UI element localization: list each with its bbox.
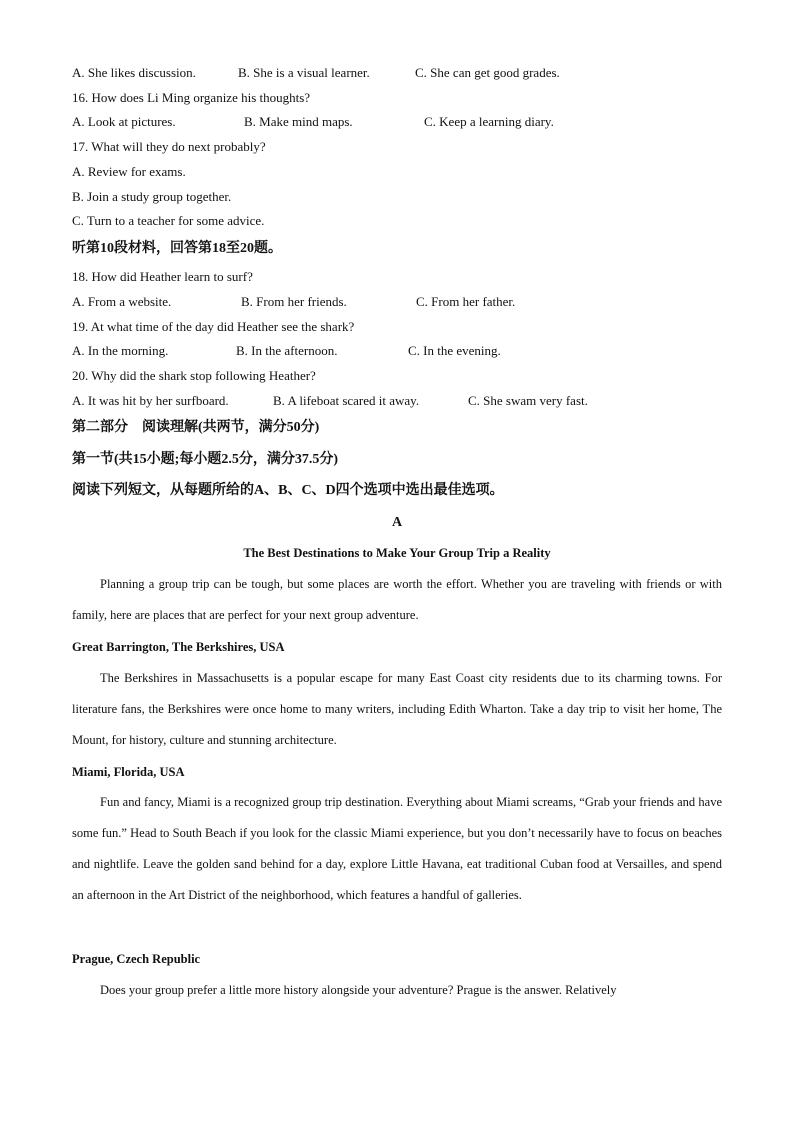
- q15-option-a[interactable]: A. She likes discussion.: [72, 65, 196, 80]
- q19-option-b[interactable]: B. In the afternoon.: [236, 343, 338, 358]
- destination-text-1: The Berkshires in Massachusetts is a popular escape for many East Coast city residents due to its charming towns. For literature fans, the Berkshires were once home to many writers, including Edith Wharton. Take a day trip to visit her home, The Mount, for history, culture and stunning architecture.: [72, 671, 722, 747]
- q17-option-c[interactable]: C. Turn to a teacher for some advice.: [72, 213, 265, 228]
- q19-option-a[interactable]: A. In the morning.: [72, 343, 169, 358]
- q17-option-b[interactable]: B. Join a study group together.: [72, 189, 232, 204]
- q20-option-a[interactable]: A. It was hit by her surfboard.: [72, 393, 229, 408]
- q17-stem: 17. What will they do next probably?: [72, 139, 266, 154]
- destination-text-2: Fun and fancy, Miami is a recognized group trip destination. Everything about Miami screams, “Grab your friends and have some fun.” Head to South Beach if you look for the classic Miami experience, but you don’t necessarily have to focus on beaches and nightlife. Leave the golden sand behind for a day, explore Little Havana, eat traditional Cuban food at Versailles, and spend an afternoon in the Art District of the neighborhood, which features a handful of galleries.: [72, 795, 722, 902]
- passage-title: The Best Destinations to Make Your Group Trip a Reality: [243, 546, 551, 560]
- q20-option-b[interactable]: B. A lifeboat scared it away.: [273, 393, 420, 408]
- q17-option-a[interactable]: A. Review for exams.: [72, 164, 186, 179]
- q20-stem: 20. Why did the shark stop following Heather?: [72, 368, 316, 383]
- destination-text-3: Does your group prefer a little more history alongside your adventure? Prague is the answer. Relatively: [100, 983, 617, 997]
- destination-heading-3: Prague, Czech Republic: [72, 952, 201, 966]
- q15-option-b[interactable]: B. She is a visual learner.: [238, 65, 370, 80]
- q16-option-a[interactable]: A. Look at pictures.: [72, 114, 176, 129]
- q16-option-b[interactable]: B. Make mind maps.: [244, 114, 353, 129]
- q20-option-c[interactable]: C. She swam very fast.: [468, 393, 588, 408]
- destination-heading-2: Miami, Florida, USA: [72, 765, 185, 779]
- q16-option-c[interactable]: C. Keep a learning diary.: [424, 114, 554, 129]
- part2-title: 第二部分 阅读理解(共两节，满分50分): [72, 420, 320, 435]
- q19-stem: 19. At what time of the day did Heather see the shark?: [72, 319, 355, 334]
- q18-stem: 18. How did Heather learn to surf?: [72, 269, 253, 284]
- q18-option-a[interactable]: A. From a website.: [72, 294, 172, 309]
- instructions: 阅读下列短文，从每题所给的A、B、C、D四个选项中选出最佳选项。: [72, 483, 504, 498]
- q19-option-c[interactable]: C. In the evening.: [408, 343, 501, 358]
- section10-header: 听第10段材料，回答第18至20题。: [72, 241, 282, 256]
- destination-heading-1: Great Barrington, The Berkshires, USA: [72, 640, 285, 654]
- q18-option-b[interactable]: B. From her friends.: [241, 294, 347, 309]
- q16-stem: 16. How does Li Ming organize his thoughts?: [72, 90, 311, 105]
- section1-title: 第一节(共15小题;每小题2.5分，满分37.5分): [72, 452, 338, 467]
- passage-letter: A: [391, 515, 403, 530]
- q15-option-c[interactable]: C. She can get good grades.: [415, 65, 560, 80]
- q18-option-c[interactable]: C. From her father.: [416, 294, 516, 309]
- passage-intro: Planning a group trip can be tough, but some places are worth the effort. Whether you are traveling with friends or with family, here are places that are perfect for your next group adventure.: [72, 577, 722, 622]
